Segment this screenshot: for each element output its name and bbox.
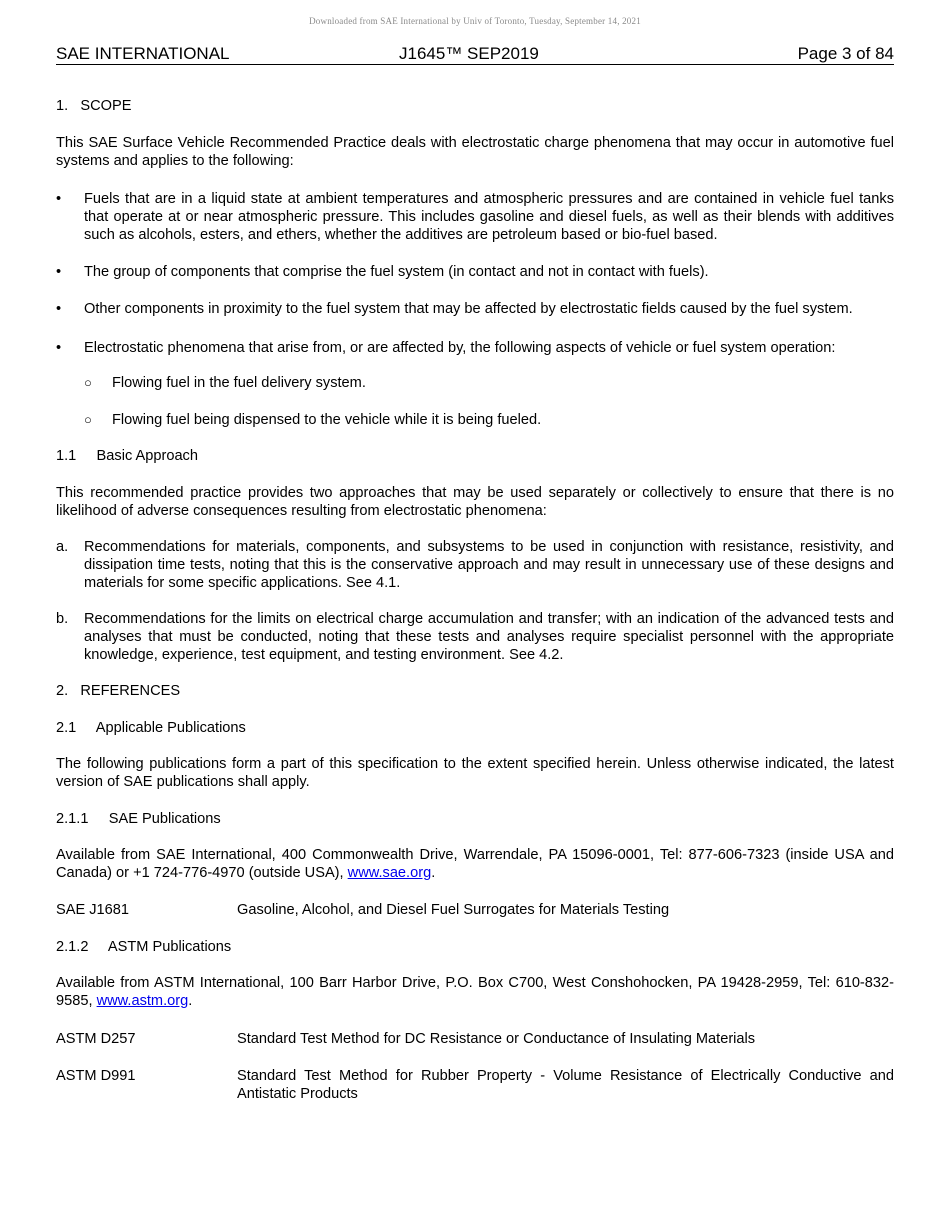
- section-scope-heading: 1. SCOPE: [56, 98, 132, 114]
- approach-item-a: Recommendations for materials, components, and subsystems to be used in conjunction with resistance, resistivity, and dissipation time tests, noting that this is the conservative approach and may result in unnecessary use of these designs and materials for some specific applications. See 4.1.: [84, 539, 894, 591]
- section-sae-publications-heading: 2.1.1 SAE Publications: [56, 811, 221, 827]
- astm-website-link[interactable]: www.astm.org: [96, 993, 189, 1009]
- ref-title-astm-d257: Standard Test Method for DC Resistance or Conductance of Insulating Materials: [237, 1031, 756, 1047]
- period: .: [188, 993, 193, 1009]
- header-org: SAE INTERNATIONAL: [56, 44, 230, 63]
- section-basic-approach-heading: 1.1 Basic Approach: [56, 448, 198, 464]
- list-marker-b: b.: [56, 611, 69, 627]
- scope-bullet-2: The group of components that comprise the fuel system (in contact and not in contact with fuels).: [84, 264, 709, 280]
- astm-availability-body: Available from ASTM International, 100 Barr Harbor Drive, P.O. Box C700, West Conshohocken, PA 19428-2959, Tel: 610-832-9585,: [56, 975, 894, 1009]
- applicable-publications-text: The following publications form a part of this specification to the extent specified herein. Unless otherwise indicated, the latest version of SAE publications shall apply.: [56, 756, 894, 790]
- basic-approach-intro: This recommended practice provides two approaches that may be used separately or collectively to ensure that there is no likelihood of adverse consequences resulting from electrostatic phenomena:: [56, 485, 894, 519]
- scope-sub-bullet-1: Flowing fuel in the fuel delivery system.: [112, 375, 366, 391]
- ref-title-sae-j1681: Gasoline, Alcohol, and Diesel Fuel Surrogates for Materials Testing: [237, 902, 670, 918]
- section-astm-publications-heading: 2.1.2 ASTM Publications: [56, 939, 232, 955]
- scope-bullet-1: Fuels that are in a liquid state at ambient temperatures and atmospheric pressures and are contained in vehicle fuel tanks that operate at or near atmospheric pressure. This includes gasoline and diesel fuels, as well as their blends with additives such as alcohols, esters, and ethers, whether the additives are petroleum based or bio-fuel based.: [84, 191, 894, 243]
- ref-code-astm-d257: ASTM D257: [56, 1031, 136, 1047]
- header-doc-id: J1645™ SEP2019: [399, 44, 539, 63]
- list-marker-a: a.: [56, 539, 69, 555]
- sae-availability-text: [56, 846, 894, 882]
- sae-website-link[interactable]: www.sae.org: [347, 865, 432, 881]
- sub-bullet-icon: ○: [84, 412, 92, 427]
- scope-sub-bullet-2: Flowing fuel being dispensed to the vehicle while it is being fueled.: [112, 412, 542, 428]
- bullet-icon: •: [56, 301, 62, 317]
- sub-bullet-icon: ○: [84, 375, 92, 390]
- scope-bullet-3: Other components in proximity to the fuel system that may be affected by electrostatic fields caused by the fuel system.: [84, 301, 853, 317]
- scope-intro: This SAE Surface Vehicle Recommended Practice deals with electrostatic charge phenomena that may occur in automotive fuel systems and applies to the following:: [56, 135, 894, 169]
- bullet-icon: •: [56, 264, 62, 280]
- header-page-number: Page 3 of 84: [797, 44, 894, 63]
- download-watermark: Downloaded from SAE International by Univ of Toronto, Tuesday, September 14, 2021: [309, 16, 641, 26]
- ref-code-sae-j1681: SAE J1681: [56, 902, 130, 918]
- page-header: [56, 44, 894, 65]
- period: .: [431, 865, 436, 881]
- bullet-icon: •: [56, 340, 62, 356]
- ref-code-astm-d991: ASTM D991: [56, 1068, 136, 1084]
- section-references-heading: 2. REFERENCES: [56, 683, 181, 699]
- ref-title-astm-d991: Standard Test Method for Rubber Property - Volume Resistance of Electrically Conductive and Antistatic Products: [237, 1068, 894, 1102]
- approach-item-b: Recommendations for the limits on electrical charge accumulation and transfer; with an indication of the advanced tests and analyses that must be conducted, noting that these tests and analyses require specialist personnel with the appropriate knowledge, experience, test equipment, and testing environment. See 4.2.: [84, 611, 894, 663]
- astm-availability-text: [56, 974, 894, 1010]
- bullet-icon: •: [56, 191, 62, 207]
- scope-bullet-4: Electrostatic phenomena that arise from, or are affected by, the following aspects of vehicle or fuel system operation:: [84, 340, 836, 356]
- sae-availability-body: Available from SAE International, 400 Commonwealth Drive, Warrendale, PA 15096-0001, Tel: 877-606-7323 (inside USA and Canada) or +1 724-776-4970 (outside USA),: [56, 847, 894, 881]
- section-applicable-publications-heading: 2.1 Applicable Publications: [56, 720, 246, 736]
